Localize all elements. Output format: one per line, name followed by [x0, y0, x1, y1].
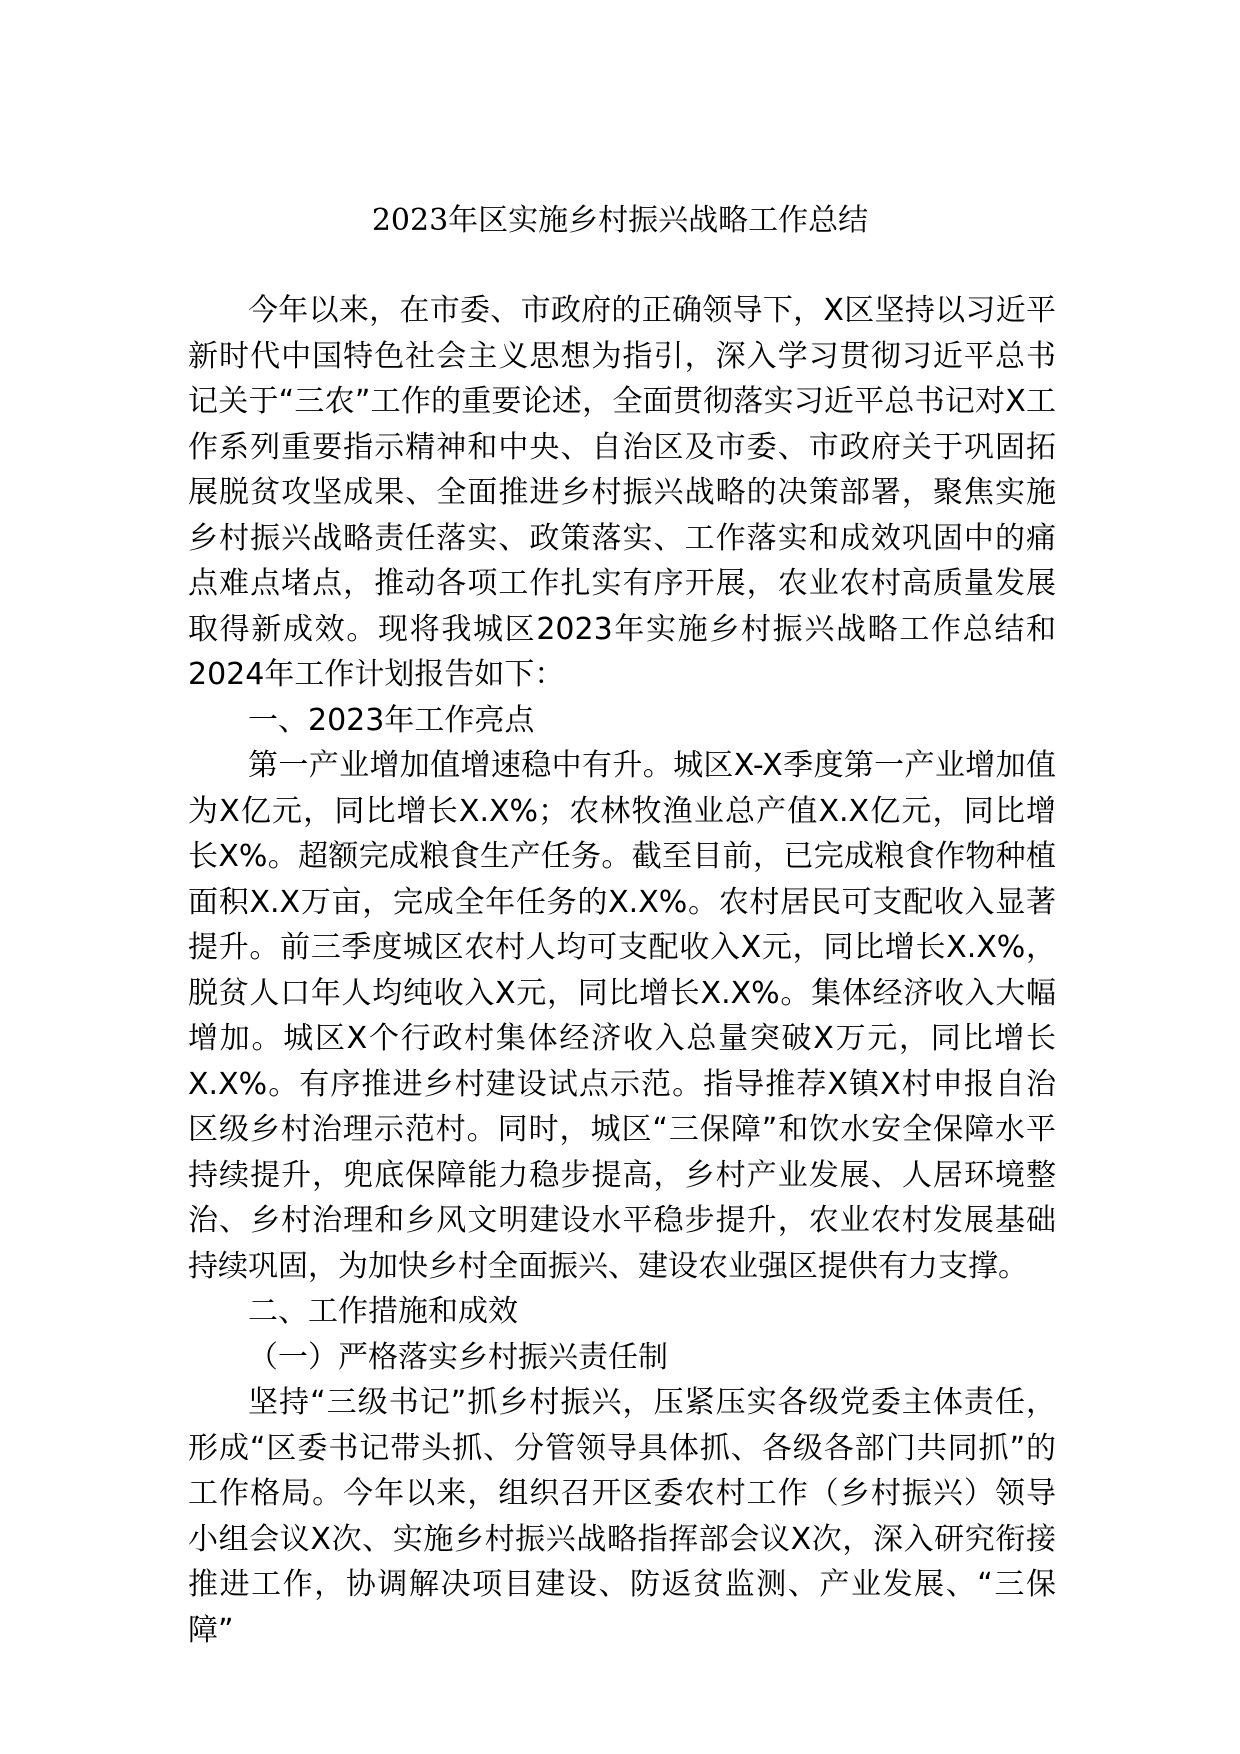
responsibility-paragraph: 坚持“三级书记”抓乡村振兴，压紧压实各级党委主体责任，形成“区委书记带头抓、分管领导具体抓、各级各部门共同抓”的工作格局。今年以来，组织召开区委农村工作（乡村振兴）领导小组会议X次、实施乡村振兴战略指挥部会议X次，深入研究衔接推进工作，协调解决项目建设、防返贫监测、产业发展、“三保障” [188, 1385, 1056, 1648]
section-heading-highlights: 一、2023年工作亮点 [248, 702, 535, 738]
subsection-heading-responsibility: （一）严格落实乡村振兴责任制 [248, 1339, 668, 1375]
document-title: 2023年区实施乡村振兴战略工作总结 [371, 203, 869, 238]
section-heading-measures: 二、工作措施和成效 [248, 1294, 518, 1329]
intro-paragraph: 今年以来，在市委、市政府的正确领导下，X区坚持以习近平新时代中国特色社会主义思想为指引，深入学习贯彻习近平总书记关于“三农”工作的重要论述，全面贯彻落实习近平总书记对X工作系列重要指示精神和中央、自治区及市委、市政府关于巩固拓展脱贫攻坚成果、全面推进乡村振兴战略的决策部署，聚焦实施乡村振兴战略责任落实、政策落实、工作落实和成效巩固中的痛点难点堵点，推动各项工作扎实有序开展，农业农村高质量发展取得新成效。现将我城区2023年实施乡村振兴战略工作总结和2024年工作计划报告如下： [188, 293, 1056, 692]
document-body [188, 288, 1056, 1653]
highlights-paragraph: 第一产业增加值增速稳中有升。城区X-X季度第一产业增加值为X亿元，同比增长X.X%；农林牧渔业总产值X.X亿元，同比增长X%。超额完成粮食生产任务。截至目前，已完成粮食作物种植面积X.X万亩，完成全年任务的X.X%。农村居民可支配收入显著提升。前三季度城区农村人均可支配收入X元，同比增长X.X%，脱贫人口年人均纯收入X元，同比增长X.X%。集体经济收入大幅增加。城区X个行政村集体经济收入总量突破X万元，同比增长X.X%。有序推进乡村建设试点示范。指导推荐X镇X村申报自治区级乡村治理示范村。同时，城区“三保障”和饮水安全保障水平持续提升，兜底保障能力稳步提高，乡村产业发展、人居环境整治、乡村治理和乡风文明建设水平稳步提升，农业农村发展基础持续巩固，为加快乡村全面振兴、建设农业强区提供有力支撑。 [188, 748, 1056, 1284]
